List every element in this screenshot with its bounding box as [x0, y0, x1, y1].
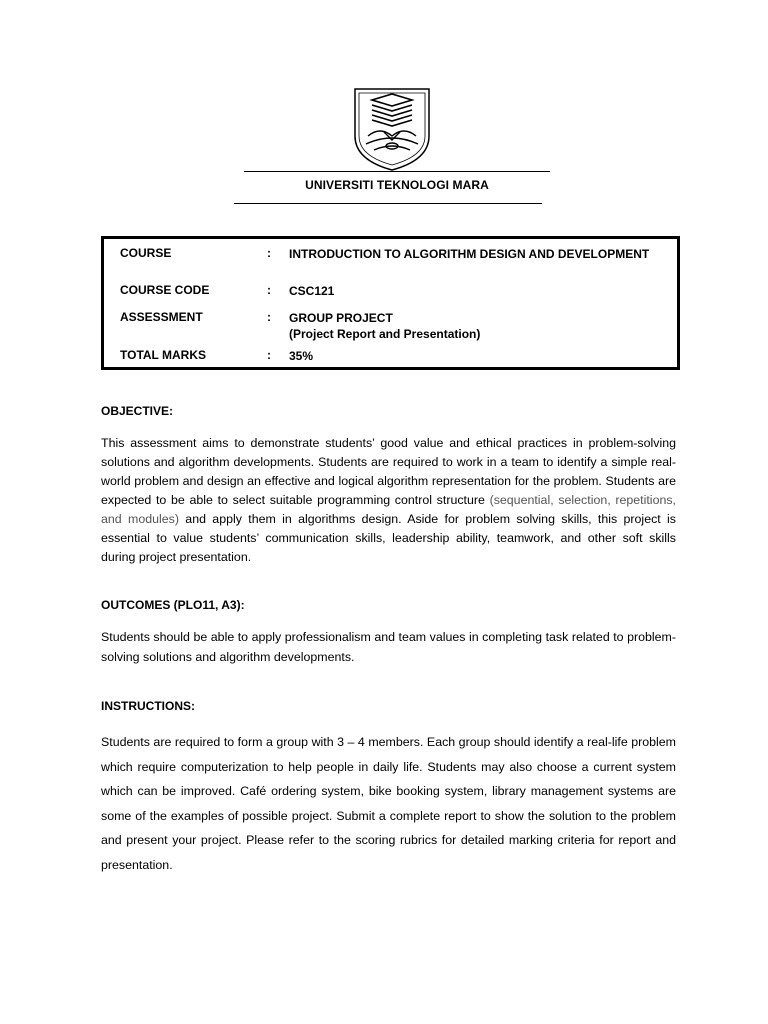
course-info-box — [101, 236, 680, 370]
outcomes-text: Students should be able to apply professionalism and team values in completing task related to problem-solving solutions and algorithm developments. — [101, 630, 676, 664]
colon: : — [267, 246, 271, 260]
total-marks-value: 35% — [289, 349, 314, 363]
outcomes-heading: OUTCOMES (PLO11, A3): — [101, 598, 245, 612]
title-rule-top — [244, 171, 550, 172]
colon: : — [267, 348, 271, 362]
assessment-label: ASSESSMENT — [120, 310, 203, 324]
title-rule-bottom — [234, 203, 542, 204]
colon: : — [267, 283, 271, 297]
uitm-crest-icon — [352, 86, 432, 172]
objective-heading: OBJECTIVE: — [101, 404, 174, 418]
colon: : — [267, 310, 271, 324]
course-label: COURSE — [120, 246, 172, 260]
course-value: INTRODUCTION TO ALGORITHM DESIGN AND DEVELOPMENT — [289, 247, 650, 261]
objective-text-after: and apply them in algorithms design. Aside for problem solving skills, this project is essential to value students’ communication skills, leadership ability, teamwork, and other soft skills during project presentation. — [101, 512, 676, 564]
instructions-heading: INSTRUCTIONS: — [101, 699, 195, 713]
total-marks-label: TOTAL MARKS — [120, 348, 206, 362]
instructions-text: Students are required to form a group with 3 – 4 members. Each group should identify a real-life problem which require computerization to help people in daily life. Students may also choose a current system which can be improved. Café ordering system, bike booking system, library management systems are some of the examples of possible project. Submit a complete report to show the solution to the problem and present your project. Please refer to the scoring rubrics for detailed marking criteria for report and presentation. — [101, 735, 676, 872]
objective-text-before: This assessment aims to demonstrate students’ good value and ethical practices in problem-solving solutions and algorithm developments. Students are required to work in a team to identify a simple real-world problem and design an effective and logical algorithm representation for the problem. Students are expected to be able to select suitable programming control structure — [101, 436, 676, 507]
objective-text-highlight: (sequential, selection, repetitions, and modules) — [101, 493, 676, 526]
objective-text — [101, 434, 676, 567]
assessment-main: GROUP PROJECT — [289, 311, 393, 325]
course-code-label: COURSE CODE — [120, 283, 210, 297]
assessment-value — [289, 310, 480, 342]
university-name: UNIVERSITI TEKNOLOGI MARA — [305, 178, 489, 192]
course-code-value: CSC121 — [289, 284, 335, 298]
assessment-sub: (Project Report and Presentation) — [289, 327, 481, 341]
